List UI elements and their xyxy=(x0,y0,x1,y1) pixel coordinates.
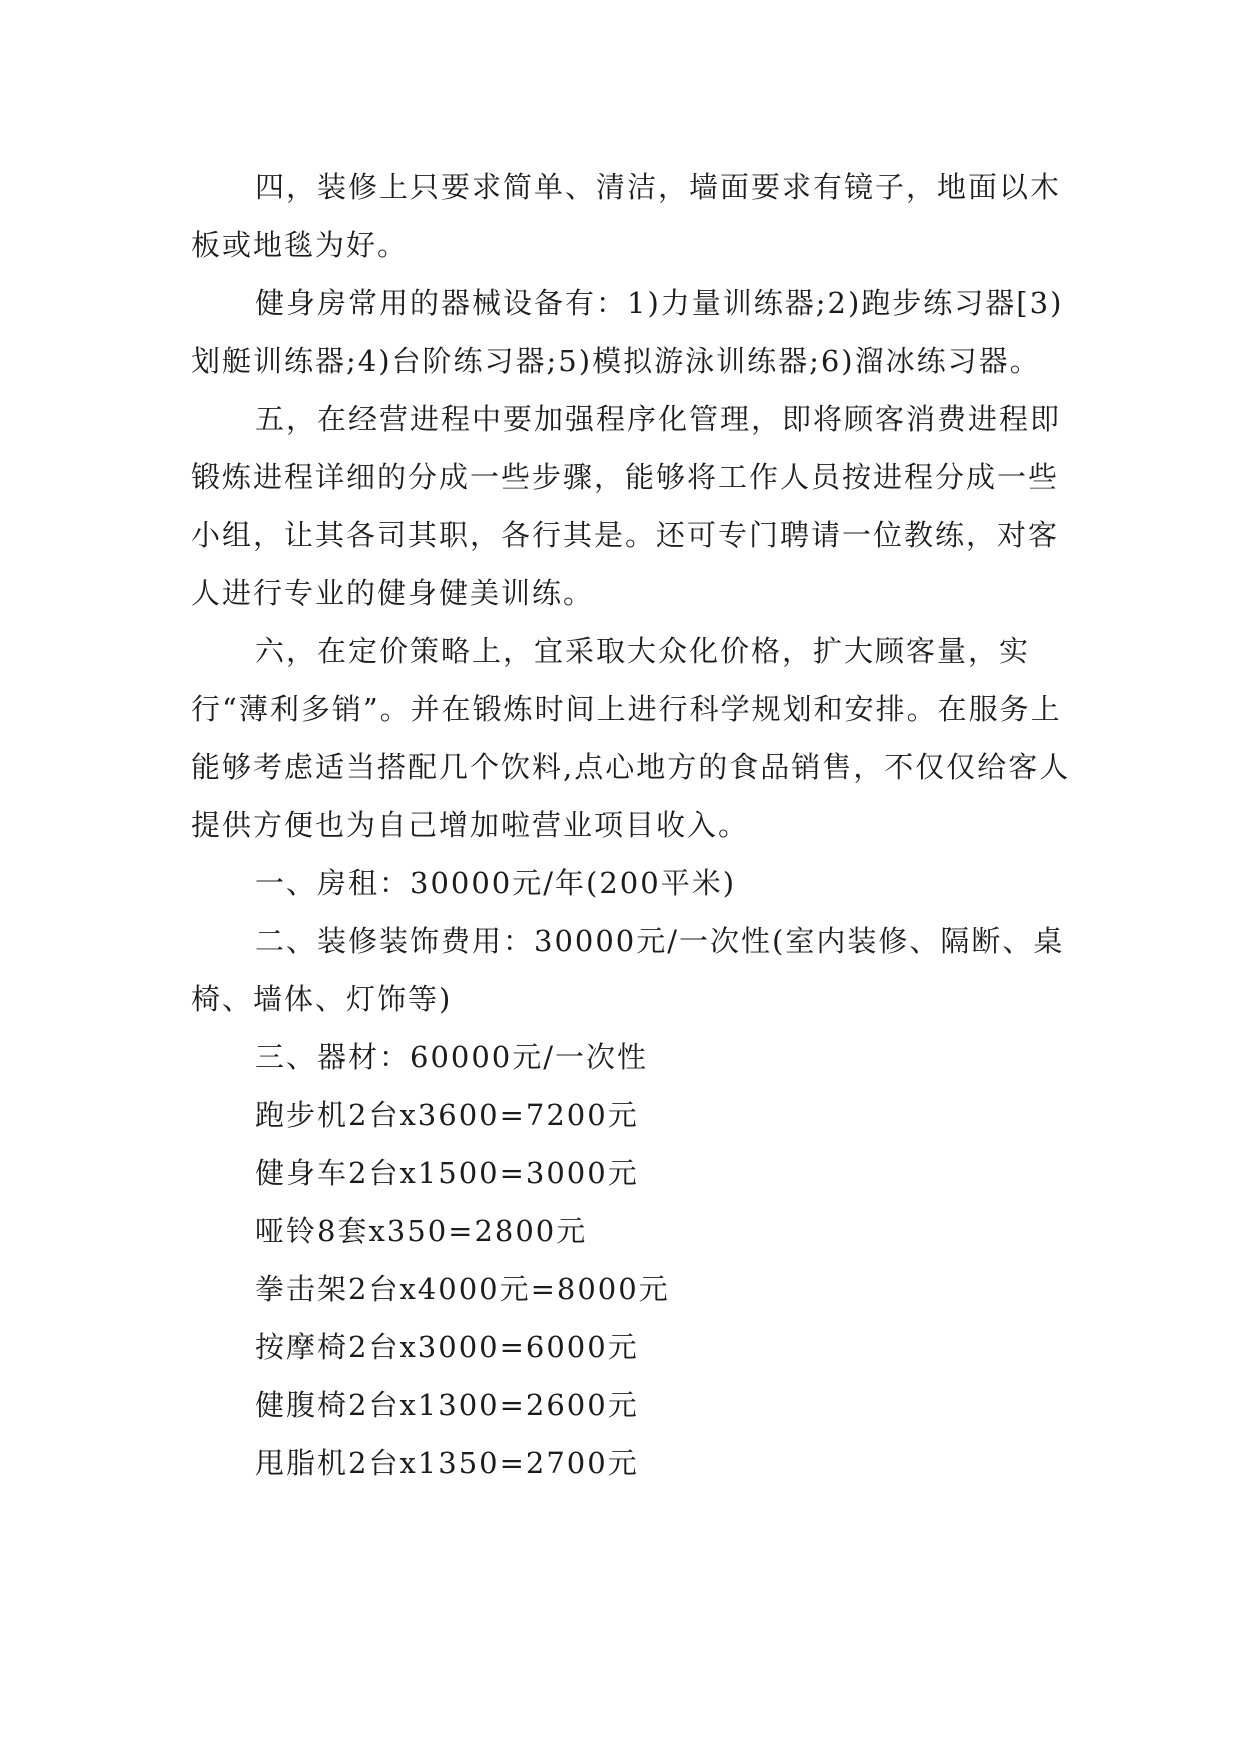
equipment-item-bike: 健身车2台x1500=3000元 xyxy=(255,1156,639,1190)
paragraph-management: 五，在经营进程中要加强程序化管理，即将顾客消费进程即锻炼进程详细的分成一些步骤，能够将工作人员按进程分成一些小组，让其各司其职，各行其是。还可专门聘请一位教练，对客人进行专业的健身健美训练。 xyxy=(191,402,1062,610)
paragraph-decoration: 四，装修上只要求简单、清洁，墙面要求有镜子，地面以木板或地毯为好。 xyxy=(191,170,1062,262)
cost-equipment: 三、器材：60000元/一次性 xyxy=(255,1040,649,1074)
paragraph-pricing: 六，在定价策略上，宜采取大众化价格，扩大顾客量，实行“薄利多销”。并在锻炼时间上进行科学规划和安排。在服务上能够考虑适当搭配几个饮料,点心地方的食品销售，不仅仅给客人提供方便也为自己增加啦营业项目收入。 xyxy=(191,634,1071,842)
equipment-item-dumbbell: 哑铃8套x350=2800元 xyxy=(255,1214,588,1248)
cost-decoration: 二、装修装饰费用：30000元/一次性(室内装修、隔断、桌椅、墙体、灯饰等) xyxy=(191,924,1065,1016)
document-page xyxy=(191,158,1071,1492)
cost-rent: 一、房租：30000元/年(200平米) xyxy=(255,866,737,900)
equipment-item-vibration-machine: 甩脂机2台x1350=2700元 xyxy=(255,1446,639,1480)
equipment-item-massage-chair: 按摩椅2台x3000=6000元 xyxy=(255,1330,639,1364)
equipment-item-ab-bench: 健腹椅2台x1300=2600元 xyxy=(255,1388,639,1422)
equipment-item-boxing-rack: 拳击架2台x4000元=8000元 xyxy=(255,1272,670,1306)
paragraph-equipment-types: 健身房常用的器械设备有：1)力量训练器;2)跑步练习器[3)划艇训练器;4)台阶练习器;5)模拟游泳训练器;6)溜冰练习器。 xyxy=(191,286,1064,378)
equipment-item-treadmill: 跑步机2台x3600=7200元 xyxy=(255,1098,639,1132)
